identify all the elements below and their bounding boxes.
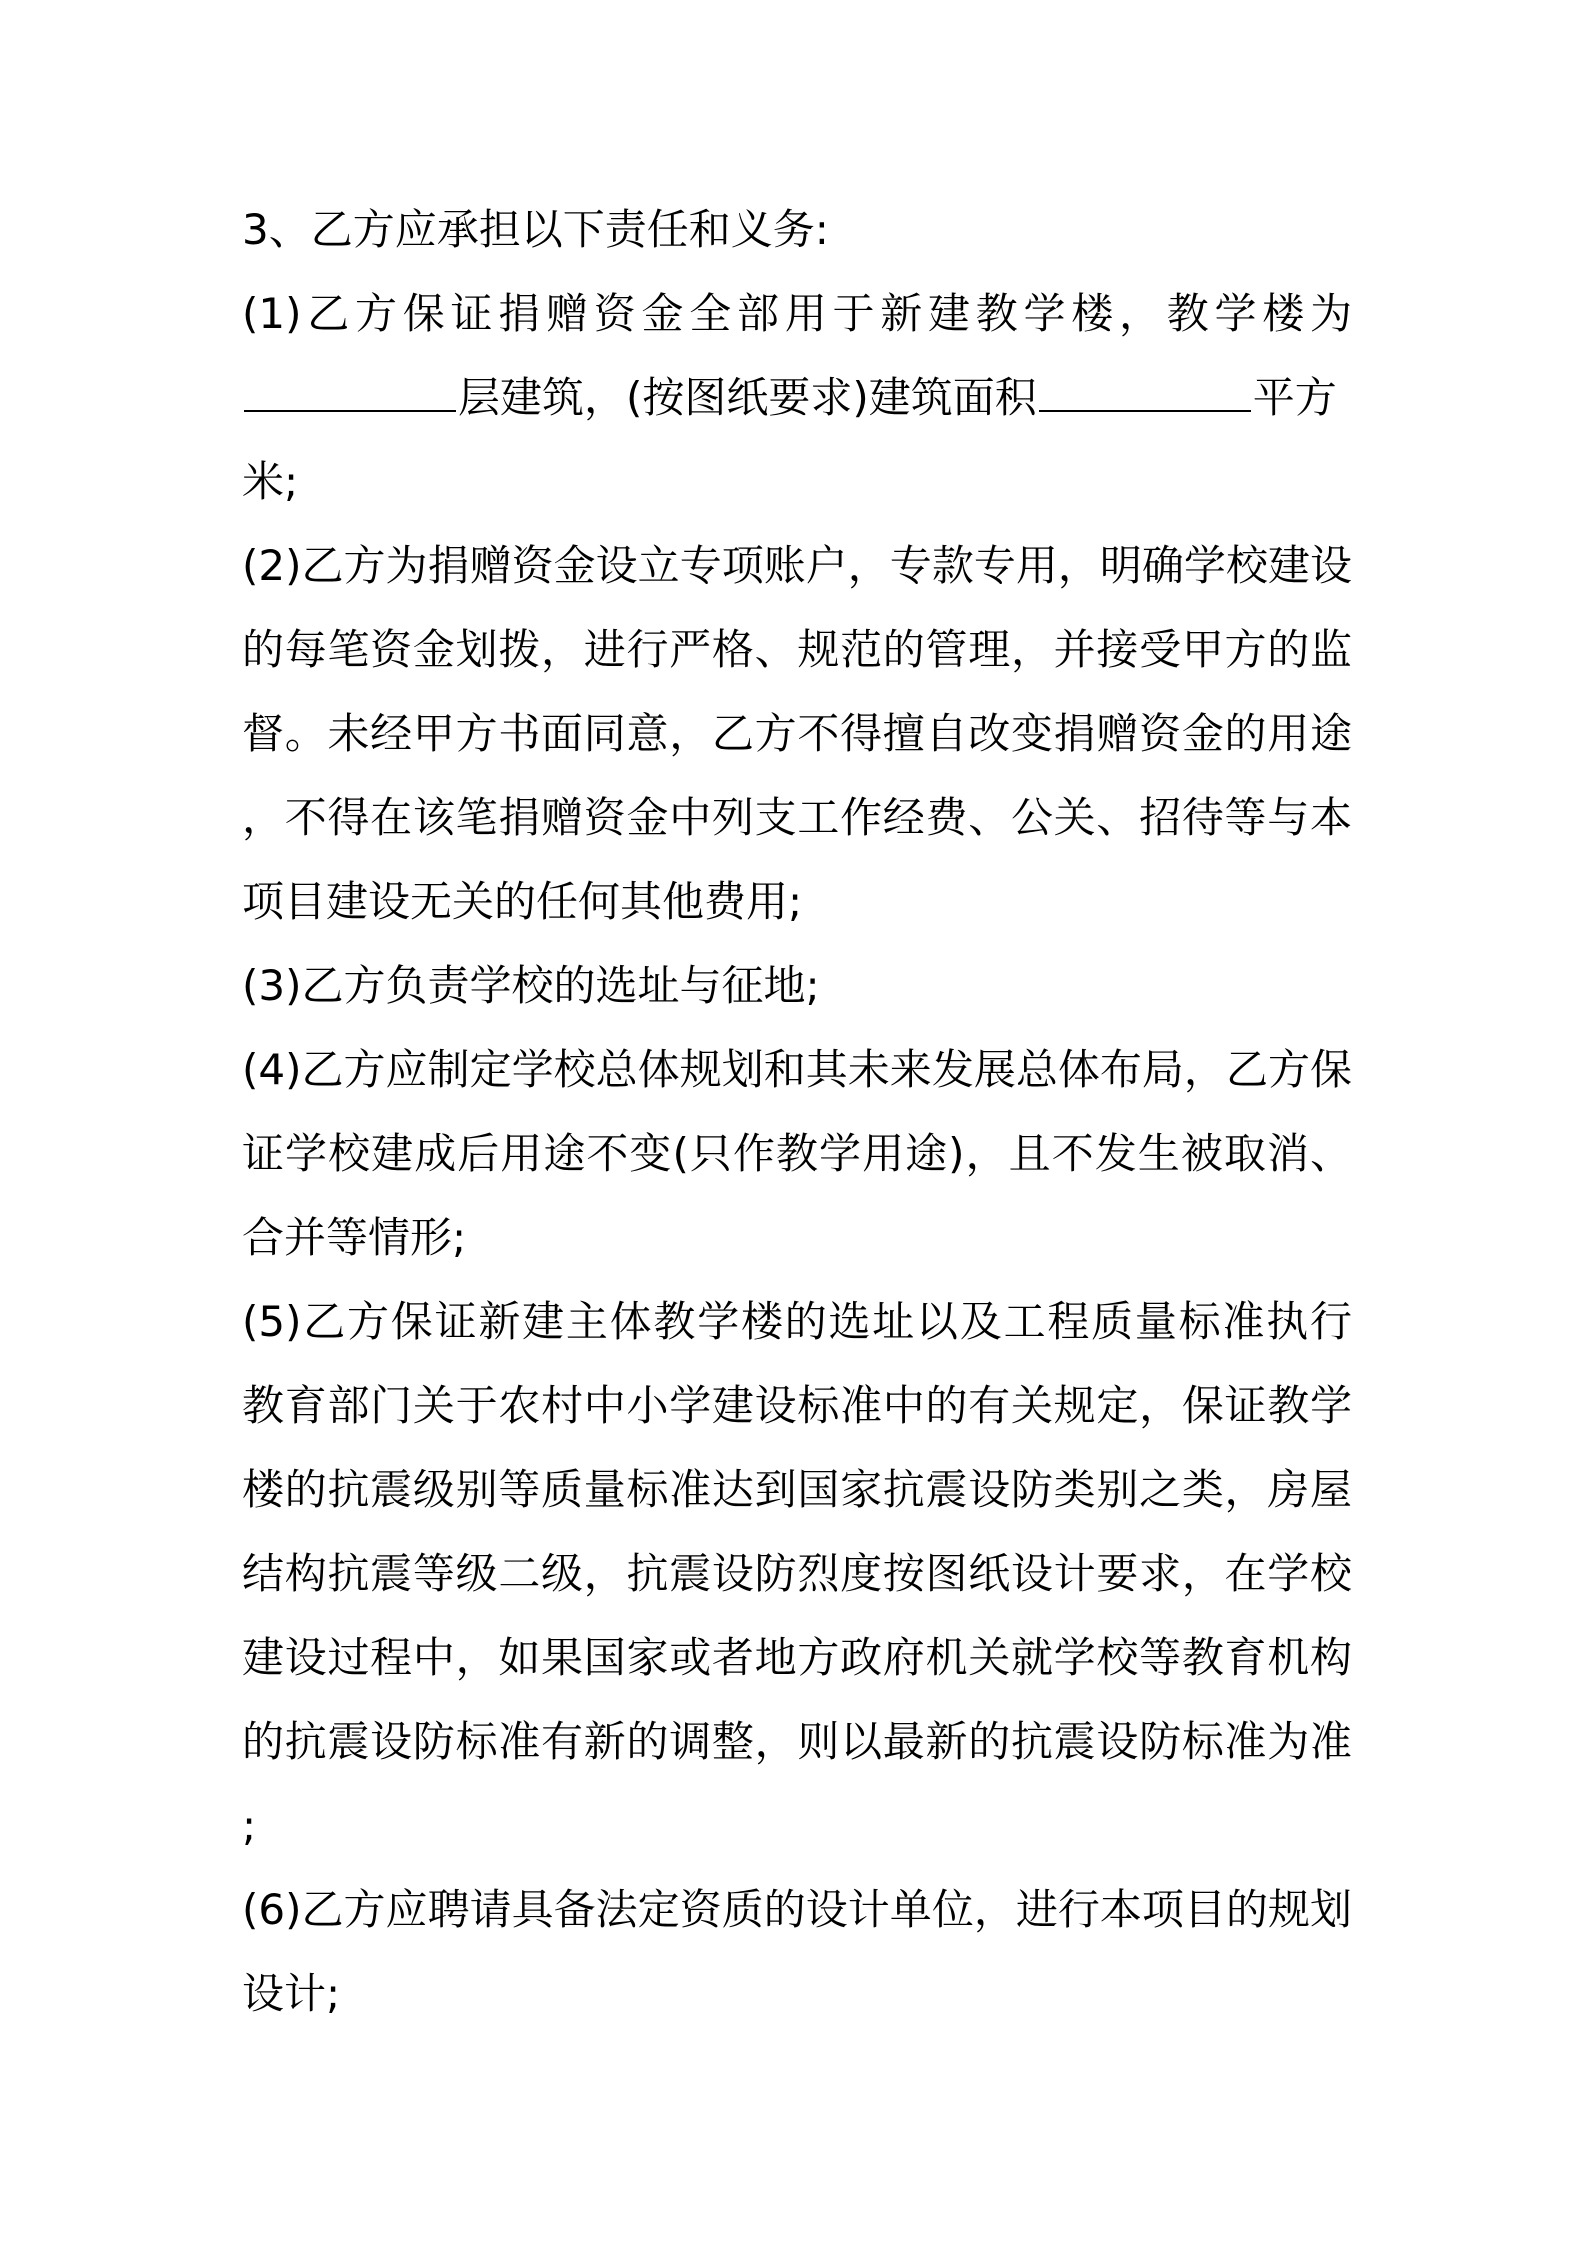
paragraph-line: (3)乙方负责学校的选址与征地; [242,961,820,1010]
paragraph-line: (1)乙方保证捐赠资金全部用于新建教学楼，教学楼为 [242,289,1352,338]
paragraph-line: (2)乙方为捐赠资金设立专项账户，专款专用，明确学校建设 [242,541,1352,590]
paragraph-line: (6)乙方应聘请具备法定资质的设计单位，进行本项目的规划 [242,1885,1352,1934]
paragraph-line: 督。未经甲方书面同意，乙方不得擅自改变捐赠资金的用途 [242,709,1352,758]
paragraph-line: 的抗震设防标准有新的调整，则以最新的抗震设防标准为准 [242,1717,1352,1766]
fill-in-blank-floors [244,408,456,412]
paragraph-line: 项目建设无关的任何其他费用; [242,877,803,926]
section-heading: 3、乙方应承担以下责任和义务: [242,205,829,254]
paragraph-line: 建设过程中，如果国家或者地方政府机关就学校等教育机构 [242,1633,1352,1682]
paragraph-line: 证学校建成后用途不变(只作教学用途)，且不发生被取消、 [242,1129,1352,1178]
paragraph-line: 结构抗震等级二级，抗震设防烈度按图纸设计要求，在学校 [242,1549,1352,1598]
fill-in-blank-area [1039,408,1251,412]
paragraph-line: 楼的抗震级别等质量标准达到国家抗震设防类别之类，房屋 [242,1465,1352,1514]
blank-line-text-1: 层建筑，(按图纸要求)建筑面积 [458,373,1037,422]
paragraph-line: 合并等情形; [242,1213,467,1262]
paragraph-line: 米; [242,457,299,506]
paragraph-line: 的每笔资金划拨，进行严格、规范的管理，并接受甲方的监 [242,625,1352,674]
paragraph-line: 设计; [242,1969,341,2018]
paragraph-line: (4)乙方应制定学校总体规划和其未来发展总体布局，乙方保 [242,1045,1352,1094]
paragraph-line: ，不得在该笔捐赠资金中列支工作经费、公关、招待等与本 [242,793,1352,842]
paragraph-line: ; [242,1801,257,1850]
paragraph-line: 教育部门关于农村中小学建设标准中的有关规定，保证教学 [242,1381,1352,1430]
paragraph-line-with-blanks [242,356,1352,440]
blank-line-text-2: 平方 [1252,373,1337,422]
paragraph-line: (5)乙方保证新建主体教学楼的选址以及工程质量标准执行 [242,1297,1352,1346]
